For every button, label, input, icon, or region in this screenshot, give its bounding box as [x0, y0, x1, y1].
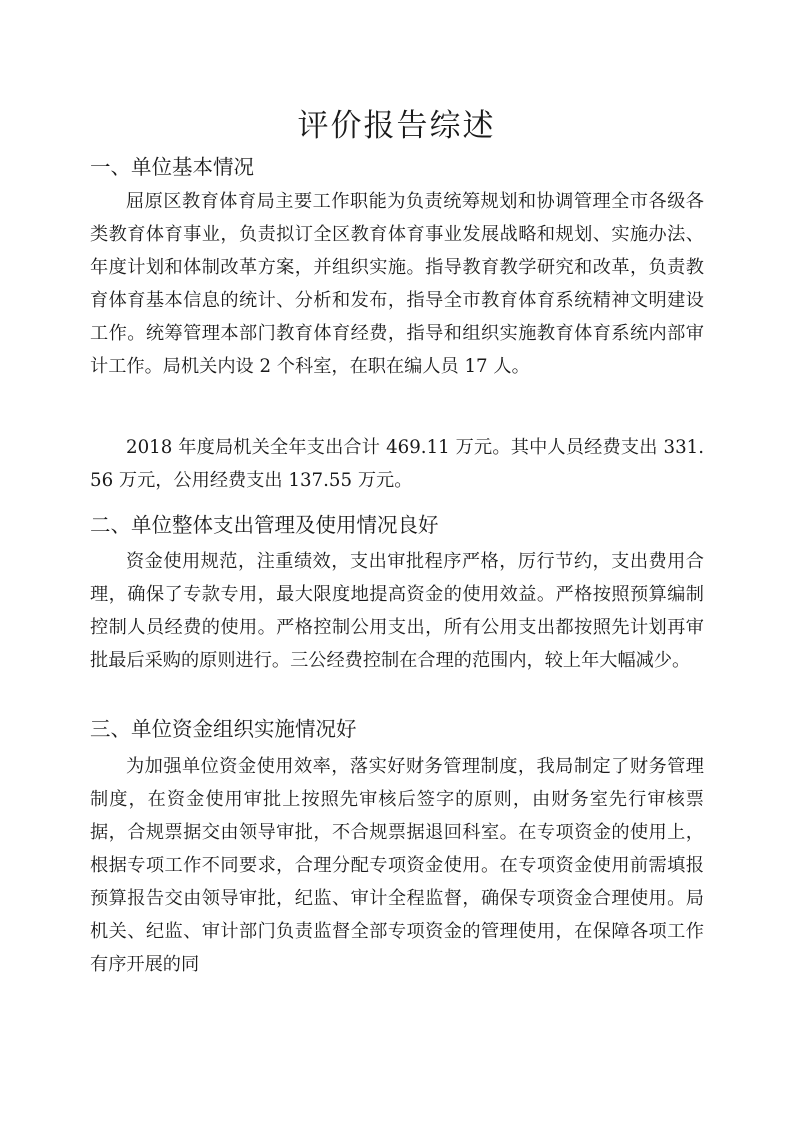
paragraph-expenditure-management: 资金使用规范，注重绩效，支出审批程序严格，厉行节约，支出费用合理，确保了专款专用，最大限度地提高资金的使用效益。严格按照预算编制控制人员经费的使用。严格控制公用支出，所有公用支出都按照先计划再审批最后采购的原则进行。三公经费控制在合理的范围内，较上年大幅减少。	[90, 551, 704, 671]
section-heading-fund-implementation: 三、单位资金组织实施情况好	[90, 717, 357, 741]
paragraph-basic-info-expenditure: 2018 年度局机关全年支出合计 469.11 万元。其中人员经费支出 331.56 万元，公用经费支出 137.55 万元。	[90, 437, 704, 491]
paragraph-fund-implementation: 为加强单位资金使用效率，落实好财务管理制度，我局制定了财务管理制度，在资金使用审批上按照先审核后签字的原则，由财务室先行审核票据，合规票据交由领导审批，不合规票据退回科室。在专项资金的使用上，根据专项工作不同要求，合理分配专项资金使用。在专项资金使用前需填报预算报告交由领导审批，纪监、审计全程监督，确保专项资金合理使用。局机关、纪监、审计部门负责监督全部专项资金的管理使用，在保障各项工作有序开展的同	[90, 756, 704, 975]
document-title: 评价报告综述	[297, 108, 496, 144]
paragraph-basic-info-duties: 屈原区教育体育局主要工作职能为负责统筹规划和协调管理全市各级各类教育体育事业，负责拟订全区教育体育事业发展战略和规划、实施办法、年度计划和体制改革方案，并组织实施。指导教育教学研究和改革，负责教育体育基本信息的统计、分析和发布，指导全市教育体育系统精神文明建设工作。统筹管理本部门教育体育经费，指导和组织实施教育体育系统内部审计工作。局机关内设 2 个科室，在职在编人员 17 人。	[90, 191, 704, 377]
section-heading-basic-info: 一、单位基本情况	[90, 155, 254, 179]
section-heading-expenditure-management: 二、单位整体支出管理及使用情况良好	[90, 513, 439, 537]
